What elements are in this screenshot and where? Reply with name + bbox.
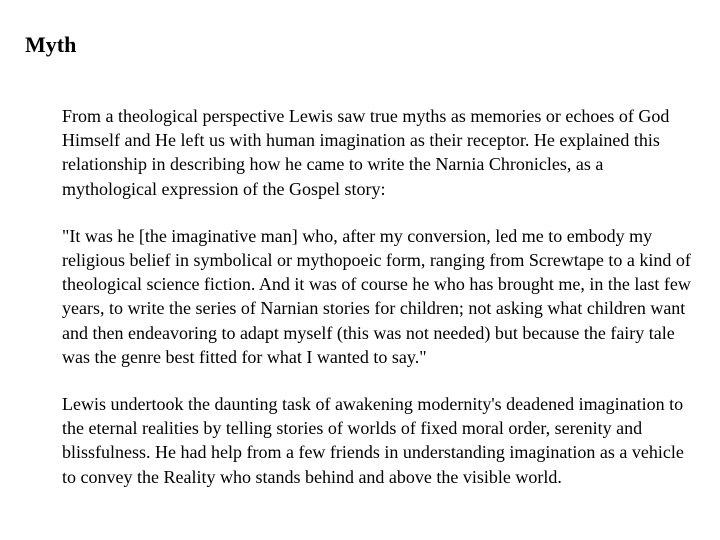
slide-body [62,104,702,512]
paragraph-conclusion: Lewis undertook the daunting task of awakening modernity's deadened imagination to the eternal realities by telling stories of worlds of fixed moral order, serenity and blissfulness. He had help from a few friends in understanding imagination as a vehicle to convey the Reality who stands behind and above the visible world. [62,394,684,487]
paragraph-quote: "It was he [the imaginative man] who, after my conversion, led me to embody my religious belief in symbolical or mythopoeic form, ranging from Screwtape to a kind of theological science fiction. And it was of course he who has brought me, in the last few years, to write the series of Narnian stories for children; not asking what children want and then endeavoring to adapt myself (this was not needed) but because the fairy tale was the genre best fitted for what I wanted to say." [62,225,691,367]
slide-title: Myth [25,32,77,57]
paragraph-intro: From a theological perspective Lewis saw true myths as memories or echoes of God Himself and He left us with human imagination as their receptor. He explained this relationship in describing how he came to write the Narnia Chronicles, as a mythological expression of the Gospel story: [62,106,670,199]
